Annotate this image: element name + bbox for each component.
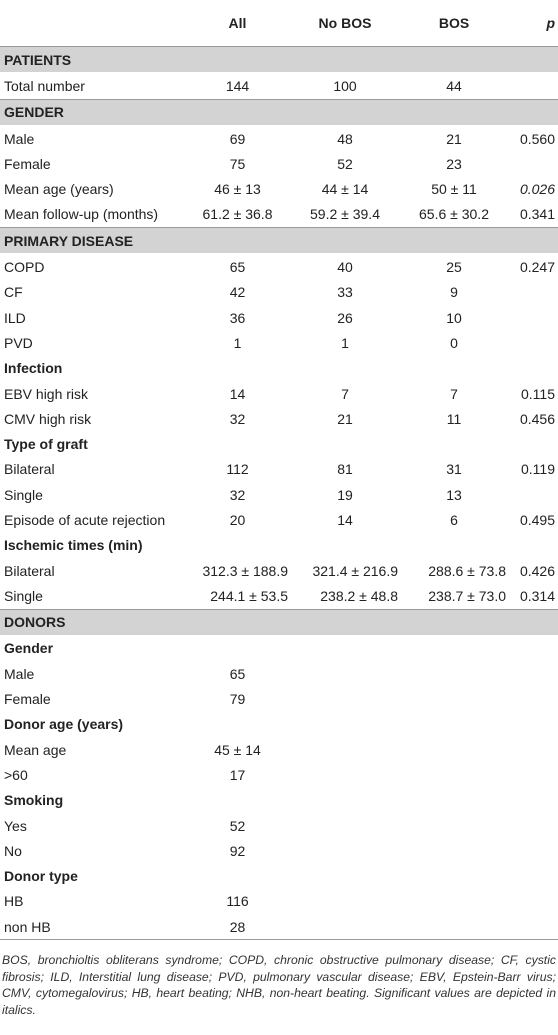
cell-all: 69	[229, 130, 246, 147]
cell-p: 0.314	[519, 587, 555, 604]
cell-no-bos: 59.2 ± 39.4	[310, 206, 380, 223]
table-footnote: BOS, bronchioltis obliterans syndrome; COPD, chronic obstructive pulmonary disease; CF, cystic fibrosis; ILD, Interstitial lung disease; PVD, pulmonary vascular disease; EBV, Epstein-Barr virus; CMV, cytomegalovirus; HB, heart beating; NHB, non-heart beating. Significant values are depicted in italics.	[2, 953, 556, 1017]
cell-p: 0.119	[521, 461, 555, 478]
table-row	[0, 661, 558, 686]
section-gender: GENDER	[0, 99, 558, 125]
cell-no-bos: 26	[337, 309, 353, 326]
table-row	[0, 381, 558, 406]
subsection-row	[0, 788, 558, 813]
cell-all: 65	[229, 259, 246, 276]
cell-bos: 21	[446, 130, 462, 147]
cell-all: 244.1 ± 53.5	[210, 587, 288, 604]
cell-bos: 238.7 ± 73.0	[428, 587, 506, 604]
cell-p	[508, 305, 558, 330]
table-row	[0, 151, 558, 176]
cell-p-significant: 0.026	[519, 181, 555, 198]
row-label: Single	[4, 486, 43, 503]
cell-no-bos: 100	[333, 77, 357, 94]
row-label: Female	[4, 691, 51, 708]
row-label: CMV high risk	[4, 410, 92, 427]
row-label: HB	[4, 893, 24, 910]
cell-no-bos: 40	[337, 259, 353, 276]
table-row	[0, 838, 558, 863]
cell-bos: 65.6 ± 30.2	[419, 206, 489, 223]
cell-all: 75	[229, 155, 246, 172]
row-label: EBV high risk	[4, 385, 89, 402]
cell-all: 1	[233, 334, 242, 351]
cell-p	[508, 330, 558, 355]
subsection-ischemic: Ischemic times (min)	[4, 537, 143, 554]
table-row	[0, 202, 558, 228]
table-row	[0, 457, 558, 482]
row-label: non HB	[0, 914, 185, 940]
cell-p	[508, 73, 558, 99]
section-donors: DONORS	[0, 609, 558, 635]
subsection-row	[0, 356, 558, 381]
table-row	[0, 305, 558, 330]
row-label: No	[4, 842, 22, 859]
cell-bos: 50 ± 11	[431, 181, 477, 198]
cell-all: 92	[229, 842, 246, 859]
table-row	[0, 914, 558, 940]
table-row	[0, 686, 558, 711]
header-bos: BOS	[438, 15, 470, 31]
cell-bos: 10	[446, 309, 462, 326]
row-label: Male	[4, 130, 35, 147]
row-label: Bilateral	[4, 461, 55, 478]
header-all: All	[228, 15, 247, 31]
cell-p: 0.115	[521, 385, 555, 402]
row-label: Female	[4, 155, 51, 172]
table-row	[0, 254, 558, 280]
table-row	[0, 406, 558, 431]
cell-bos: 7	[450, 385, 458, 402]
cell-all: 65	[229, 665, 246, 682]
cell-p: 0.426	[519, 562, 555, 579]
cell-no-bos: 48	[337, 130, 353, 147]
section-row	[0, 609, 558, 635]
cell-all: 36	[229, 309, 246, 326]
cell-no-bos: 52	[337, 155, 353, 172]
row-label: Mean follow-up (months)	[4, 206, 159, 223]
cell-all: 144	[225, 77, 250, 94]
table-row	[0, 762, 558, 787]
row-label: >60	[4, 766, 28, 783]
cell-no-bos: 7	[341, 385, 349, 402]
cell-bos: 23	[446, 155, 462, 172]
cell-all: 79	[229, 691, 246, 708]
cell-no-bos: 14	[337, 511, 353, 528]
cell-all: 28	[185, 914, 290, 940]
table-row	[0, 813, 558, 838]
cell-p	[508, 151, 558, 176]
row-label: ILD	[4, 309, 26, 326]
subsection-donor-gender: Gender	[4, 640, 54, 657]
row-label: Bilateral	[4, 562, 55, 579]
section-patients: PATIENTS	[0, 47, 558, 73]
row-label: CF	[4, 284, 23, 301]
cell-p: 0.247	[519, 259, 555, 276]
table-row	[0, 889, 558, 914]
cell-all: 32	[229, 486, 246, 503]
cell-all: 42	[229, 284, 246, 301]
row-label: Episode of acute rejection	[4, 511, 166, 528]
cell-no-bos: 81	[337, 461, 353, 478]
cell-no-bos: 19	[337, 486, 353, 503]
section-row	[0, 47, 558, 73]
cell-all: 52	[229, 817, 246, 834]
subsection-row	[0, 635, 558, 661]
cell-p: 0.560	[519, 130, 555, 147]
cell-all: 17	[229, 766, 246, 783]
cell-all: 116	[226, 893, 249, 910]
header-blank	[0, 0, 185, 47]
table-row	[0, 330, 558, 355]
cell-bos: 9	[450, 284, 458, 301]
subsection-donor-age: Donor age (years)	[4, 716, 124, 733]
table-row	[0, 737, 558, 762]
cell-bos: 13	[446, 486, 462, 503]
cell-all: 312.3 ± 188.9	[202, 562, 288, 579]
cell-no-bos: 33	[337, 284, 353, 301]
cell-all: 61.2 ± 36.8	[202, 206, 273, 223]
subsection-smoking: Smoking	[4, 792, 64, 809]
cell-all: 45 ± 14	[214, 741, 261, 758]
table-row	[0, 125, 558, 151]
row-label: Total number	[4, 77, 85, 94]
subsection-row	[0, 864, 558, 889]
cell-no-bos: 1	[341, 334, 349, 351]
cell-p: 0.456	[519, 410, 555, 427]
cell-no-bos: 44 ± 14	[321, 181, 369, 198]
row-label: Mean age	[4, 741, 67, 758]
subsection-row	[0, 533, 558, 558]
cell-p	[508, 280, 558, 305]
row-label: Mean age (years)	[4, 181, 114, 198]
table-row	[0, 73, 558, 99]
table-row	[0, 482, 558, 507]
cell-p: 0.495	[519, 511, 555, 528]
cell-p: 0.341	[519, 206, 555, 223]
cell-no-bos: 238.2 ± 48.8	[320, 587, 398, 604]
row-label: Single	[4, 587, 43, 604]
cell-no-bos: 21	[337, 410, 353, 427]
row-label: Male	[4, 665, 35, 682]
subsection-donor-type: Donor type	[4, 868, 78, 885]
table-row	[0, 280, 558, 305]
cell-bos: 288.6 ± 73.8	[428, 562, 506, 579]
subsection-row	[0, 712, 558, 737]
table-row	[0, 176, 558, 201]
subsection-graft: Type of graft	[4, 436, 88, 453]
cell-all: 32	[229, 410, 246, 427]
table-row	[0, 507, 558, 532]
cell-bos: 44	[446, 77, 462, 94]
header-row	[0, 0, 558, 47]
subsection-row	[0, 431, 558, 456]
section-primary-disease: PRIMARY DISEASE	[0, 228, 558, 254]
table-row	[0, 558, 558, 583]
cell-all: 46 ± 13	[214, 181, 261, 198]
cell-bos: 31	[446, 461, 462, 478]
cell-bos: 11	[446, 410, 462, 427]
row-label: Yes	[4, 817, 27, 834]
cell-all: 20	[229, 511, 246, 528]
section-row	[0, 99, 558, 125]
cell-bos: 0	[450, 334, 458, 351]
cell-all: 14	[229, 385, 246, 402]
cell-bos: 25	[446, 259, 462, 276]
cell-p	[508, 482, 558, 507]
table-row	[0, 583, 558, 609]
cell-no-bos: 321.4 ± 216.9	[312, 562, 398, 579]
row-label: COPD	[4, 259, 45, 276]
header-p: p	[546, 15, 555, 31]
subsection-infection: Infection	[4, 360, 63, 377]
cell-all: 112	[226, 461, 249, 478]
header-no-bos: No BOS	[318, 15, 372, 31]
section-row	[0, 228, 558, 254]
cell-bos: 6	[450, 511, 458, 528]
row-label: PVD	[4, 334, 33, 351]
